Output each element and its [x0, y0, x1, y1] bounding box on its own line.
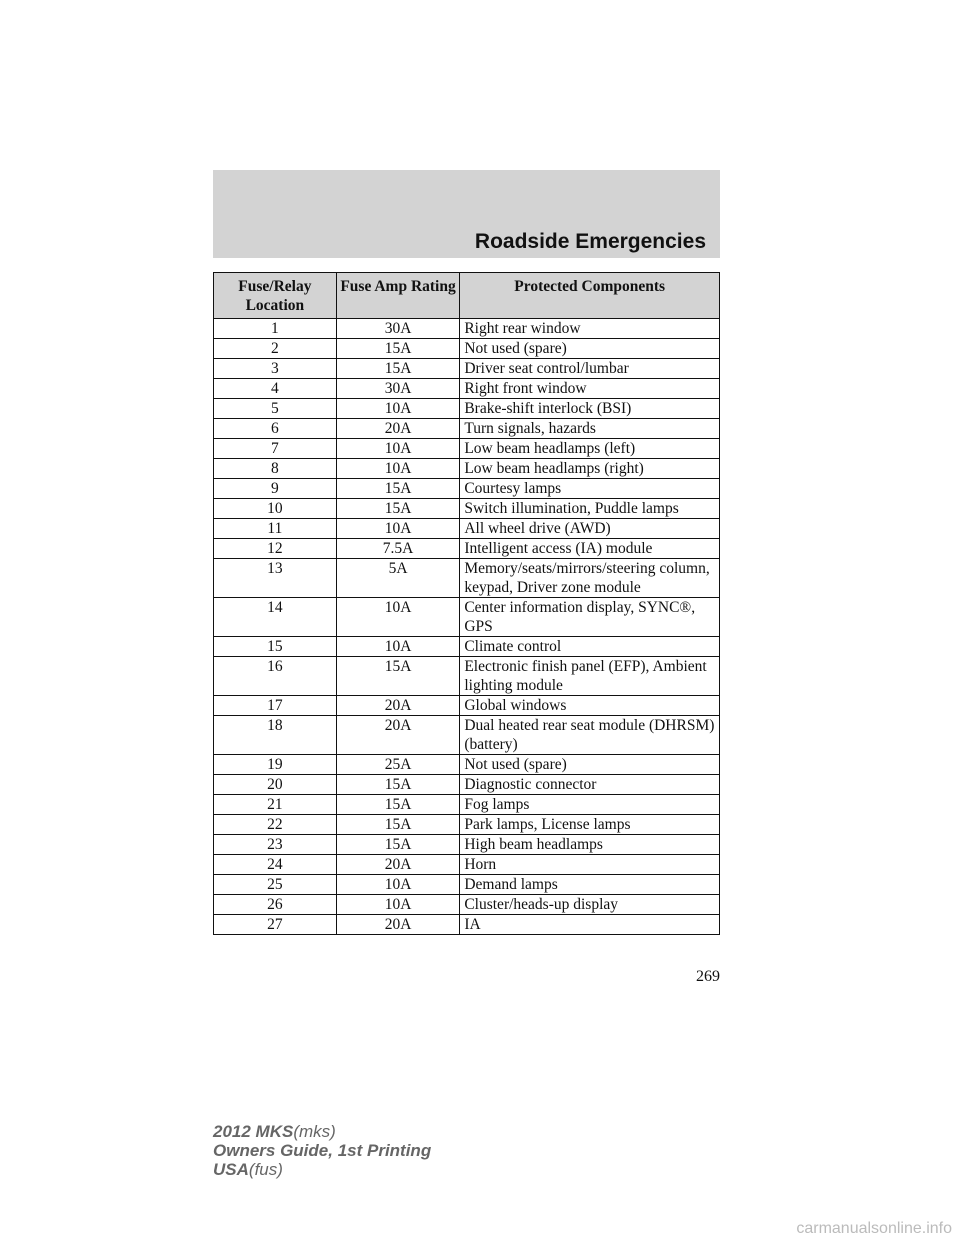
cell-protected-components: Not used (spare): [460, 339, 720, 359]
footer-line-1: [213, 1122, 431, 1141]
cell-location: 18: [214, 716, 337, 755]
cell-protected-components: Intelligent access (IA) module: [460, 539, 720, 559]
cell-amp-rating: 15A: [336, 795, 460, 815]
cell-location: 16: [214, 657, 337, 696]
cell-location: 21: [214, 795, 337, 815]
cell-amp-rating: 10A: [336, 598, 460, 637]
cell-amp-rating: 30A: [336, 379, 460, 399]
cell-amp-rating: 5A: [336, 559, 460, 598]
cell-location: 3: [214, 359, 337, 379]
cell-protected-components: Right front window: [460, 379, 720, 399]
table-row: [214, 855, 720, 875]
table-row: [214, 895, 720, 915]
cell-protected-components: Global windows: [460, 696, 720, 716]
cell-amp-rating: 15A: [336, 815, 460, 835]
cell-protected-components: High beam headlamps: [460, 835, 720, 855]
footer-line-3: [213, 1160, 431, 1179]
cell-amp-rating: 10A: [336, 399, 460, 419]
cell-protected-components: Courtesy lamps: [460, 479, 720, 499]
table-row: [214, 915, 720, 935]
table-row: [214, 399, 720, 419]
cell-protected-components: Right rear window: [460, 319, 720, 339]
footer-market: USA: [213, 1160, 249, 1179]
cell-protected-components: Fog lamps: [460, 795, 720, 815]
table-row: [214, 439, 720, 459]
cell-location: 20: [214, 775, 337, 795]
table-row: [214, 696, 720, 716]
cell-protected-components: Switch illumination, Puddle lamps: [460, 499, 720, 519]
cell-amp-rating: 10A: [336, 637, 460, 657]
cell-location: 22: [214, 815, 337, 835]
cell-location: 23: [214, 835, 337, 855]
cell-protected-components: Dual heated rear seat module (DHRSM) (battery): [460, 716, 720, 755]
fuse-table: [213, 272, 720, 935]
cell-protected-components: IA: [460, 915, 720, 935]
cell-location: 24: [214, 855, 337, 875]
cell-location: 19: [214, 755, 337, 775]
cell-protected-components: Not used (spare): [460, 755, 720, 775]
table-row: [214, 539, 720, 559]
cell-location: 17: [214, 696, 337, 716]
cell-amp-rating: 15A: [336, 359, 460, 379]
table-row: [214, 598, 720, 637]
cell-location: 13: [214, 559, 337, 598]
table-row: [214, 755, 720, 775]
footer: [213, 1122, 431, 1179]
table-row: [214, 875, 720, 895]
cell-location: 4: [214, 379, 337, 399]
cell-protected-components: Diagnostic connector: [460, 775, 720, 795]
table-header-row: [214, 273, 720, 319]
cell-protected-components: Electronic finish panel (EFP), Ambient lighting module: [460, 657, 720, 696]
footer-model: 2012 MKS: [213, 1122, 294, 1141]
cell-protected-components: Brake-shift interlock (BSI): [460, 399, 720, 419]
cell-location: 6: [214, 419, 337, 439]
cell-protected-components: Driver seat control/lumbar: [460, 359, 720, 379]
cell-location: 12: [214, 539, 337, 559]
cell-amp-rating: 20A: [336, 915, 460, 935]
cell-location: 2: [214, 339, 337, 359]
table-row: [214, 559, 720, 598]
table-row: [214, 319, 720, 339]
cell-amp-rating: 10A: [336, 519, 460, 539]
cell-location: 11: [214, 519, 337, 539]
cell-amp-rating: 15A: [336, 339, 460, 359]
cell-location: 7: [214, 439, 337, 459]
column-header-location: Fuse/Relay Location: [214, 273, 337, 319]
table-row: [214, 499, 720, 519]
cell-amp-rating: 7.5A: [336, 539, 460, 559]
cell-protected-components: Cluster/heads-up display: [460, 895, 720, 915]
cell-location: 14: [214, 598, 337, 637]
cell-protected-components: Demand lamps: [460, 875, 720, 895]
footer-market-code: (fus): [248, 1160, 283, 1179]
cell-protected-components: Low beam headlamps (left): [460, 439, 720, 459]
cell-protected-components: Climate control: [460, 637, 720, 657]
section-title: Roadside Emergencies: [474, 230, 706, 253]
table-row: [214, 479, 720, 499]
cell-amp-rating: 10A: [336, 459, 460, 479]
footer-model-code: (mks): [293, 1122, 336, 1141]
cell-protected-components: Horn: [460, 855, 720, 875]
table-row: [214, 657, 720, 696]
cell-amp-rating: 20A: [336, 855, 460, 875]
column-header-amp-rating: Fuse Amp Rating: [336, 273, 460, 319]
table-row: [214, 637, 720, 657]
cell-amp-rating: 10A: [336, 875, 460, 895]
cell-amp-rating: 20A: [336, 419, 460, 439]
cell-protected-components: All wheel drive (AWD): [460, 519, 720, 539]
cell-location: 26: [214, 895, 337, 915]
table-row: [214, 339, 720, 359]
cell-protected-components: Turn signals, hazards: [460, 419, 720, 439]
cell-amp-rating: 15A: [336, 657, 460, 696]
table-row: [214, 815, 720, 835]
cell-amp-rating: 15A: [336, 499, 460, 519]
cell-amp-rating: 25A: [336, 755, 460, 775]
cell-protected-components: Low beam headlamps (right): [460, 459, 720, 479]
cell-protected-components: Center information display, SYNC®, GPS: [460, 598, 720, 637]
section-header-band: [213, 170, 720, 258]
cell-location: 5: [214, 399, 337, 419]
cell-amp-rating: 10A: [336, 895, 460, 915]
table-row: [214, 379, 720, 399]
cell-location: 8: [214, 459, 337, 479]
table-row: [214, 716, 720, 755]
table-row: [214, 835, 720, 855]
cell-amp-rating: 10A: [336, 439, 460, 459]
cell-amp-rating: 20A: [336, 716, 460, 755]
cell-protected-components: Memory/seats/mirrors/steering column, keypad, Driver zone module: [460, 559, 720, 598]
cell-location: 1: [214, 319, 337, 339]
footer-guide: Owners Guide, 1st Printing: [213, 1141, 432, 1160]
watermark: carmanualsonline.info: [796, 1220, 952, 1237]
cell-location: 25: [214, 875, 337, 895]
cell-location: 9: [214, 479, 337, 499]
cell-amp-rating: 15A: [336, 775, 460, 795]
table-row: [214, 459, 720, 479]
page-number: 269: [696, 968, 720, 985]
table-row: [214, 359, 720, 379]
cell-amp-rating: 15A: [336, 479, 460, 499]
table-row: [214, 795, 720, 815]
cell-protected-components: Park lamps, License lamps: [460, 815, 720, 835]
cell-location: 10: [214, 499, 337, 519]
table-row: [214, 419, 720, 439]
table-row: [214, 519, 720, 539]
cell-amp-rating: 30A: [336, 319, 460, 339]
cell-amp-rating: 20A: [336, 696, 460, 716]
column-header-protected-components: Protected Components: [460, 273, 720, 319]
footer-line-2: [213, 1141, 431, 1160]
cell-location: 15: [214, 637, 337, 657]
table-row: [214, 775, 720, 795]
cell-location: 27: [214, 915, 337, 935]
cell-amp-rating: 15A: [336, 835, 460, 855]
